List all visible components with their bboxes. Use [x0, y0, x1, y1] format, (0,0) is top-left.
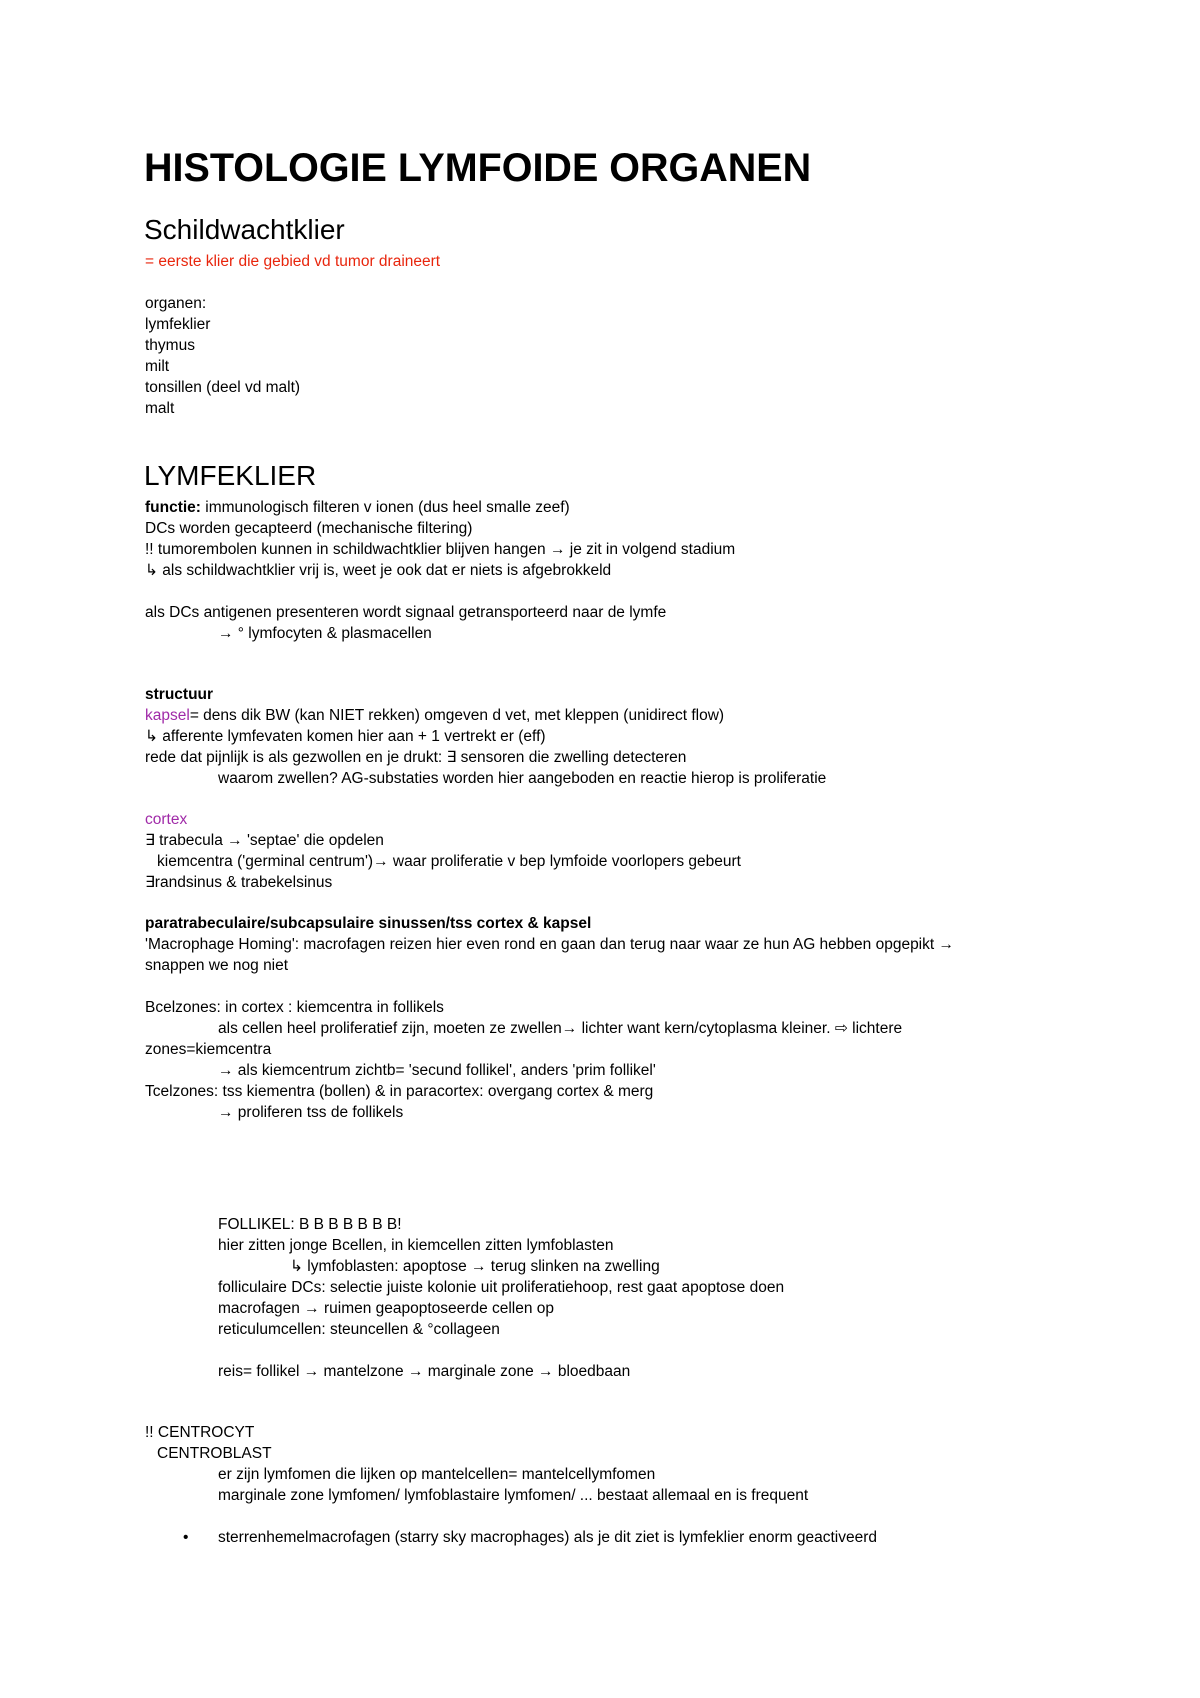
paratrabeculaire-label: paratrabeculaire/subcapsulaire sinussen/tss cortex & kapsel	[145, 915, 592, 932]
follikel-heading: FOLLIKEL: B B B B B B B!	[218, 1216, 402, 1233]
text-line: marginale zone lymfomen/ lymfoblastaire lymfomen/ ... bestaat allemaal en is frequent	[218, 1487, 809, 1504]
text-line: ↳ als schildwachtklier vrij is, weet je ook dat er niets is afgebrokkeld	[145, 562, 612, 579]
organ-item: tonsillen (deel vd malt)	[145, 379, 301, 396]
functie-label: functie:	[145, 499, 201, 516]
text-line: er zijn lymfomen die lijken op mantelcellen= mantelcellymfomen	[218, 1466, 656, 1483]
organ-item: thymus	[145, 337, 195, 354]
text-line: ∃ trabecula → 'septae' die opdelen	[145, 832, 384, 849]
text-line: kiemcentra ('germinal centrum')→ waar proliferatie v bep lymfoide voorlopers gebeurt	[157, 853, 741, 870]
text-line: Bcelzones: in cortex : kiemcentra in follikels	[145, 999, 444, 1016]
text-line: Tcelzones: tss kiementra (bollen) & in paracortex: overgang cortex & merg	[145, 1083, 654, 1100]
heading-lymfeklier: LYMFEKLIER	[144, 460, 317, 491]
organ-item: milt	[145, 358, 170, 375]
bullet-icon: •	[183, 1529, 189, 1546]
organs-label: organen:	[145, 295, 207, 312]
page-title: HISTOLOGIE LYMFOIDE ORGANEN	[144, 146, 812, 190]
text-line: folliculaire DCs: selectie juiste kolonie uit proliferatiehoop, rest gaat apoptose doen	[218, 1279, 785, 1296]
functie-line	[145, 498, 570, 518]
text-line: 'Macrophage Homing': macrofagen reizen hier even rond en gaan dan terug naar waar ze hun AG hebben opgepikt →	[145, 936, 954, 953]
text-line: ↳ lymfoblasten: apoptose → terug slinken na zwelling	[290, 1258, 660, 1275]
definition-line: = eerste klier die gebied vd tumor draineert	[145, 253, 441, 270]
structuur-label: structuur	[145, 686, 214, 703]
text-line: → ° lymfocyten & plasmacellen	[218, 625, 432, 642]
centroblast-line: CENTROBLAST	[157, 1445, 272, 1462]
text-line: ∃randsinus & trabekelsinus	[145, 874, 333, 891]
text-line: hier zitten jonge Bcellen, in kiemcellen zitten lymfoblasten	[218, 1237, 614, 1254]
text-line: ↳ afferente lymfevaten komen hier aan + 1 vertrekt er (eff)	[145, 728, 546, 745]
functie-text: immunologisch filteren v ionen (dus heel smalle zeef)	[200, 499, 570, 516]
text-line: reis= follikel → mantelzone → marginale zone → bloedbaan	[218, 1363, 631, 1380]
text-line: reticulumcellen: steuncellen & °collageen	[218, 1321, 500, 1338]
kapsel-text: = dens dik BW (kan NIET rekken) omgeven d vet, met kleppen (unidirect flow)	[189, 707, 725, 724]
organ-item: lymfeklier	[145, 316, 211, 333]
text-line: !! tumorembolen kunnen in schildwachtklier blijven hangen → je zit in volgend stadium	[145, 541, 736, 558]
organ-item: malt	[145, 400, 175, 417]
kapsel-line	[145, 706, 724, 726]
centrocyt-line: !! CENTROCYT	[145, 1424, 255, 1441]
bullet-item: sterrenhemelmacrofagen (starry sky macrophages) als je dit ziet is lymfeklier enorm geactiveerd	[218, 1529, 877, 1546]
text-line: zones=kiemcentra	[145, 1041, 272, 1058]
text-line: → als kiemcentrum zichtb= 'secund follikel', anders 'prim follikel'	[218, 1062, 656, 1079]
cortex-label: cortex	[145, 811, 188, 828]
text-line: DCs worden gecapteerd (mechanische filtering)	[145, 520, 473, 537]
heading-schildwachtklier: Schildwachtklier	[144, 214, 345, 245]
kapsel-label: kapsel	[145, 707, 190, 724]
text-line: als cellen heel proliferatief zijn, moeten ze zwellen→ lichter want kern/cytoplasma kleiner. ⇨ lichtere	[218, 1020, 903, 1037]
text-line: als DCs antigenen presenteren wordt signaal getransporteerd naar de lymfe	[145, 604, 667, 621]
text-line: waarom zwellen? AG-substaties worden hier aangeboden en reactie hierop is proliferatie	[218, 770, 827, 787]
text-line: → proliferen tss de follikels	[218, 1104, 404, 1121]
text-line: macrofagen → ruimen geapoptoseerde cellen op	[218, 1300, 555, 1317]
text-line: rede dat pijnlijk is als gezwollen en je drukt: ∃ sensoren die zwelling detecteren	[145, 749, 687, 766]
text-line: snappen we nog niet	[145, 957, 289, 974]
